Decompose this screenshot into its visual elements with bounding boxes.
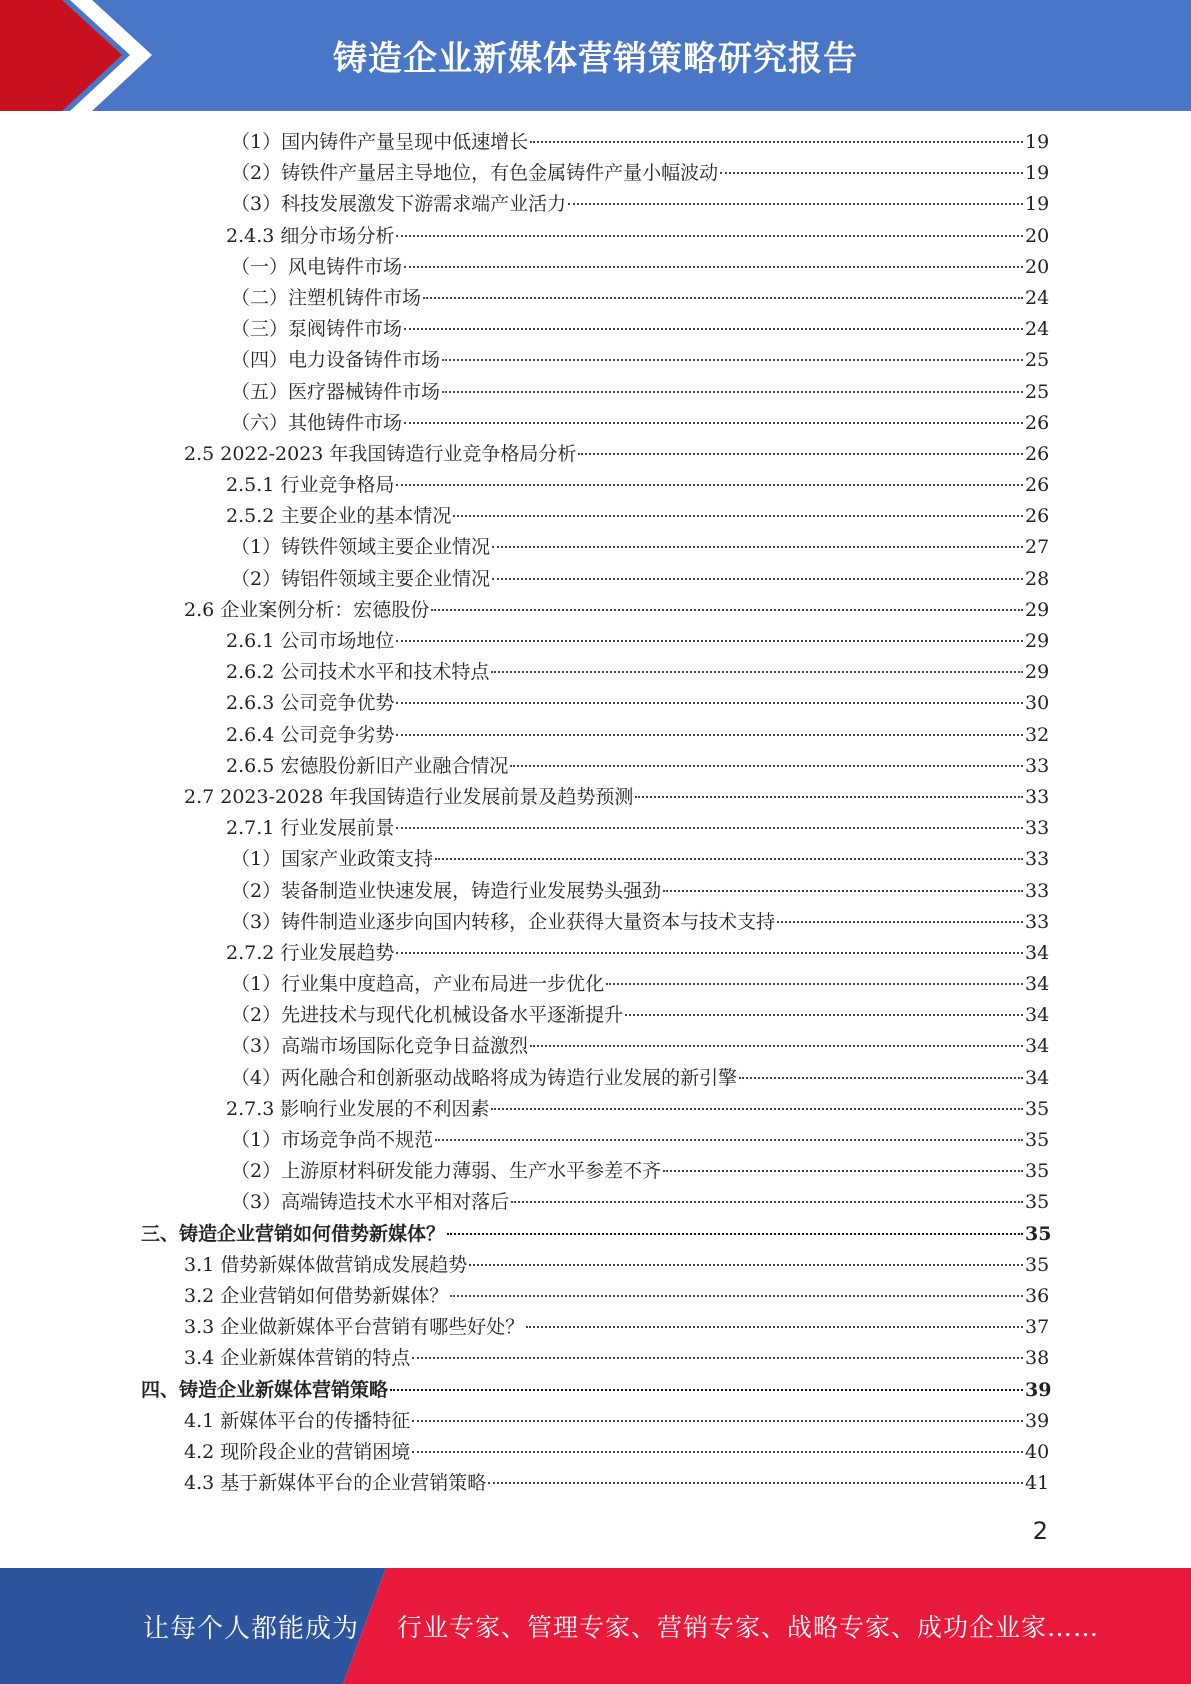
toc-entry-title: （六）其他铸件市场 (231, 411, 403, 434)
toc-entry[interactable] (231, 189, 1050, 220)
toc-entry-title: （2）铸铝件领域主要企业情况 (231, 567, 491, 590)
toc-entry-page: 33 (1025, 754, 1050, 777)
toc-entry-page: 34 (1025, 1066, 1050, 1089)
toc-entry-title: 2.7.1 行业发展前景 (226, 817, 395, 840)
toc-entry[interactable] (184, 782, 1050, 813)
toc-entry[interactable] (184, 1281, 1050, 1312)
toc-entry[interactable] (226, 813, 1050, 844)
toc-dot-leader (404, 265, 1023, 268)
toc-entry-page: 24 (1025, 286, 1050, 309)
toc-entry-title: 2.5.1 行业竞争格局 (226, 474, 395, 497)
toc-dot-leader (431, 608, 1023, 611)
toc-entry-title: （1）国内铸件产量呈现中低速增长 (231, 131, 529, 153)
toc-entry-page: 33 (1025, 848, 1050, 871)
toc-dot-leader (720, 171, 1023, 174)
toc-entry-title: 2.7.3 影响行业发展的不利因素 (226, 1097, 490, 1120)
toc-dot-leader (435, 857, 1023, 860)
toc-entry-page: 35 (1025, 1253, 1050, 1276)
toc-entry-page: 33 (1025, 910, 1050, 933)
toc-entry-title: 2.6.1 公司市场地位 (226, 630, 395, 652)
toc-entry-title: 2.6.2 公司技术水平和技术特点 (226, 661, 490, 684)
toc-entry-title: （4）两化融合和创新驱动战略将成为铸造行业发展的新引擎 (231, 1066, 738, 1089)
toc-dot-leader (442, 390, 1023, 393)
toc-dot-leader (469, 1263, 1023, 1266)
toc-entry[interactable] (184, 1312, 1050, 1343)
toc-entry-page: 27 (1025, 536, 1050, 559)
toc-entry-title: （2）装备制造业快速发展，铸造行业发展势头强劲 (231, 879, 662, 902)
toc-dot-leader (396, 483, 1023, 486)
table-of-contents (0, 127, 1191, 1499)
toc-entry-title: （一）风电铸件市场 (231, 255, 403, 278)
toc-entry[interactable] (226, 221, 1050, 252)
toc-entry-page: 24 (1025, 318, 1050, 341)
toc-entry[interactable] (226, 501, 1050, 532)
toc-dot-leader (396, 733, 1023, 736)
toc-entry[interactable] (184, 595, 1050, 626)
toc-dot-leader (578, 452, 1023, 455)
toc-entry-title: （1）铸铁件领域主要企业情况 (231, 536, 491, 559)
toc-entry-page: 40 (1025, 1440, 1050, 1463)
page-number: 2 (1032, 1517, 1048, 1545)
toc-dot-leader (396, 951, 1023, 954)
report-title: 铸造企业新媒体营销策略研究报告 (333, 39, 858, 79)
toc-entry-title: 2.7 2023-2028 年我国铸造行业发展前景及趋势预测 (184, 785, 634, 808)
toc-entry[interactable] (231, 283, 1050, 314)
toc-dot-leader (396, 639, 1023, 642)
toc-entry[interactable] (226, 751, 1050, 782)
toc-entry[interactable] (141, 1219, 1052, 1250)
toc-entry-page: 39 (1025, 1378, 1052, 1401)
toc-entry[interactable] (184, 1406, 1050, 1437)
toc-entry-title: 3.2 企业营销如何借势新媒体？ (184, 1284, 449, 1307)
toc-entry[interactable] (226, 688, 1050, 719)
toc-dot-leader (777, 920, 1023, 923)
toc-entry-title: （1）行业集中度趋高，产业布局进一步优化 (231, 973, 605, 996)
toc-entry-page: 34 (1025, 973, 1050, 996)
toc-entry[interactable] (141, 1375, 1052, 1406)
toc-entry-page: 34 (1025, 1035, 1050, 1058)
toc-entry-title: 2.5 2022-2023 年我国铸造行业竞争格局分析 (184, 442, 577, 465)
toc-entry[interactable] (231, 158, 1050, 189)
toc-entry-page: 20 (1025, 255, 1050, 278)
toc-entry[interactable] (231, 252, 1050, 283)
toc-entry[interactable] (231, 907, 1050, 938)
toc-entry[interactable] (231, 1063, 1050, 1094)
toc-entry[interactable] (231, 377, 1050, 408)
toc-entry[interactable] (184, 1468, 1050, 1499)
page-header (0, 0, 1191, 111)
toc-entry-page: 41 (1025, 1472, 1050, 1495)
toc-entry-page: 38 (1025, 1347, 1050, 1370)
toc-entry-title: 2.6.3 公司竞争优势 (226, 692, 395, 715)
toc-dot-leader (510, 764, 1023, 767)
toc-entry-page: 26 (1025, 442, 1050, 465)
toc-entry[interactable] (226, 938, 1050, 969)
toc-entry-page: 37 (1025, 1316, 1050, 1339)
toc-entry-page: 35 (1025, 1160, 1050, 1183)
toc-entry-page: 33 (1025, 817, 1050, 840)
toc-entry-title: （2）上游原材料研发能力薄弱、生产水平参差不齐 (231, 1160, 662, 1183)
toc-dot-leader (435, 1138, 1023, 1141)
toc-entry-title: （五）医疗器械铸件市场 (231, 380, 441, 403)
toc-dot-leader (404, 327, 1023, 330)
toc-entry-title: 2.4.3 细分市场分析 (226, 224, 395, 247)
toc-dot-leader (530, 1044, 1023, 1047)
toc-dot-leader (625, 1013, 1023, 1016)
toc-entry-page: 35 (1025, 1222, 1052, 1245)
toc-entry[interactable] (231, 1125, 1050, 1156)
toc-entry-title: （3）高端铸造技术水平相对落后 (231, 1191, 510, 1214)
toc-dot-leader (396, 826, 1023, 829)
toc-entry-title: 四、铸造企业新媒体营销策略 (141, 1378, 389, 1401)
toc-entry-page: 33 (1025, 785, 1050, 808)
toc-entry-title: （1）国家产业政策支持 (231, 848, 434, 871)
toc-dot-leader (491, 1107, 1023, 1110)
toc-entry[interactable] (231, 564, 1050, 595)
toc-dot-leader (739, 1076, 1023, 1079)
toc-dot-leader (568, 202, 1023, 205)
toc-dot-leader (396, 234, 1023, 237)
toc-dot-leader (491, 670, 1023, 673)
toc-dot-leader (412, 1450, 1023, 1453)
toc-dot-leader (447, 1232, 1023, 1235)
toc-entry[interactable] (231, 1187, 1050, 1218)
toc-dot-leader (530, 140, 1023, 143)
toc-dot-leader (412, 1356, 1023, 1359)
toc-entry-title: 2.6.4 公司竞争劣势 (226, 723, 395, 746)
toc-entry-title: 4.2 现阶段企业的营销困境 (184, 1440, 411, 1463)
toc-dot-leader (442, 358, 1023, 361)
toc-entry[interactable] (231, 408, 1050, 439)
toc-entry[interactable] (226, 626, 1050, 657)
toc-entry[interactable] (231, 345, 1050, 376)
toc-entry-page: 35 (1025, 1097, 1050, 1120)
toc-dot-leader (404, 421, 1023, 424)
toc-entry-title: 2.5.2 主要企业的基本情况 (226, 505, 452, 528)
toc-dot-leader (492, 577, 1023, 580)
toc-entry-page: 20 (1025, 224, 1050, 247)
toc-entry-title: （1）市场竞争尚不规范 (231, 1129, 434, 1151)
toc-entry-title: 4.1 新媒体平台的传播特征 (184, 1409, 411, 1432)
toc-entry[interactable] (231, 969, 1050, 1000)
toc-entry[interactable] (231, 127, 1050, 158)
toc-entry[interactable] (184, 1437, 1050, 1468)
toc-entry-title: 三、铸造企业营销如何借势新媒体？ (141, 1222, 446, 1245)
toc-entry-title: 2.7.2 行业发展趋势 (226, 941, 395, 964)
toc-entry-page: 30 (1025, 692, 1050, 715)
footer-slogan-left: 让每个人都能成为 (143, 1613, 360, 1644)
toc-entry[interactable] (231, 1000, 1050, 1031)
toc-entry-page: 35 (1025, 1129, 1050, 1151)
toc-dot-leader (492, 545, 1023, 548)
toc-entry-page: 29 (1025, 661, 1050, 684)
toc-entry[interactable] (226, 1094, 1050, 1125)
toc-entry[interactable] (231, 1031, 1050, 1062)
toc-entry-title: （二）注塑机铸件市场 (231, 286, 422, 309)
toc-entry-page: 26 (1025, 474, 1050, 497)
toc-dot-leader (412, 1419, 1023, 1422)
toc-dot-leader (663, 1169, 1023, 1172)
toc-entry[interactable] (231, 876, 1050, 907)
toc-entry-page: 35 (1025, 1191, 1050, 1214)
toc-entry[interactable] (231, 844, 1050, 875)
toc-entry-page: 36 (1025, 1284, 1050, 1307)
toc-entry-title: （三）泵阀铸件市场 (231, 318, 403, 341)
toc-dot-leader (390, 1388, 1023, 1391)
toc-entry[interactable] (226, 657, 1050, 688)
toc-entry-page: 19 (1025, 162, 1050, 185)
toc-entry-title: 3.4 企业新媒体营销的特点 (184, 1347, 411, 1370)
toc-entry-title: （2）先进技术与现代化机械设备水平逐渐提升 (231, 1004, 624, 1027)
toc-entry[interactable] (184, 1343, 1050, 1374)
toc-entry-page: 25 (1025, 380, 1050, 403)
toc-entry-title: 2.6 企业案例分析：宏德股份 (184, 598, 430, 621)
toc-entry[interactable] (231, 532, 1050, 563)
page-footer (0, 1568, 1191, 1684)
toc-entry[interactable] (184, 1250, 1050, 1281)
toc-dot-leader (488, 1481, 1023, 1484)
toc-entry-title: 3.1 借势新媒体做营销成发展趋势 (184, 1253, 468, 1276)
toc-entry[interactable] (184, 439, 1050, 470)
toc-entry-title: （3）科技发展激发下游需求端产业活力 (231, 193, 567, 216)
toc-dot-leader (511, 1200, 1023, 1203)
toc-entry-page: 25 (1025, 349, 1050, 372)
toc-entry-page: 32 (1025, 723, 1050, 746)
toc-entry[interactable] (226, 470, 1050, 501)
toc-dot-leader (450, 1294, 1023, 1297)
footer-slogan-right: 行业专家、管理专家、营销专家、战略专家、成功企业家…… (397, 1613, 1100, 1642)
toc-entry-title: （3）高端市场国际化竞争日益激烈 (231, 1035, 529, 1058)
toc-entry-page: 29 (1025, 630, 1050, 652)
toc-dot-leader (635, 795, 1023, 798)
toc-dot-leader (453, 514, 1023, 517)
toc-entry-page: 29 (1025, 598, 1050, 621)
toc-entry-page: 39 (1025, 1409, 1050, 1432)
toc-dot-leader (663, 889, 1023, 892)
toc-entry-page: 28 (1025, 567, 1050, 590)
toc-entry-page: 34 (1025, 941, 1050, 964)
toc-entry-title: （3）铸件制造业逐步向国内转移，企业获得大量资本与技术支持 (231, 910, 776, 933)
toc-entry-page: 26 (1025, 411, 1050, 434)
toc-entry-title: 4.3 基于新媒体平台的企业营销策略 (184, 1472, 487, 1495)
toc-dot-leader (423, 296, 1023, 299)
toc-dot-leader (606, 982, 1023, 985)
toc-dot-leader (526, 1325, 1023, 1328)
toc-entry[interactable] (231, 1156, 1050, 1187)
toc-entry[interactable] (231, 314, 1050, 345)
toc-entry-page: 19 (1025, 193, 1050, 216)
toc-entry-page: 33 (1025, 879, 1050, 902)
toc-entry-page: 19 (1025, 131, 1050, 153)
toc-entry-page: 26 (1025, 505, 1050, 528)
toc-entry-title: 2.6.5 宏德股份新旧产业融合情况 (226, 754, 509, 777)
toc-entry-title: （四）电力设备铸件市场 (231, 349, 441, 372)
toc-entry[interactable] (226, 720, 1050, 751)
toc-dot-leader (396, 701, 1023, 704)
toc-entry-page: 34 (1025, 1004, 1050, 1027)
toc-entry-title: 3.3 企业做新媒体平台营销有哪些好处？ (184, 1316, 525, 1339)
toc-entry-title: （2）铸铁件产量居主导地位，有色金属铸件产量小幅波动 (231, 162, 719, 185)
